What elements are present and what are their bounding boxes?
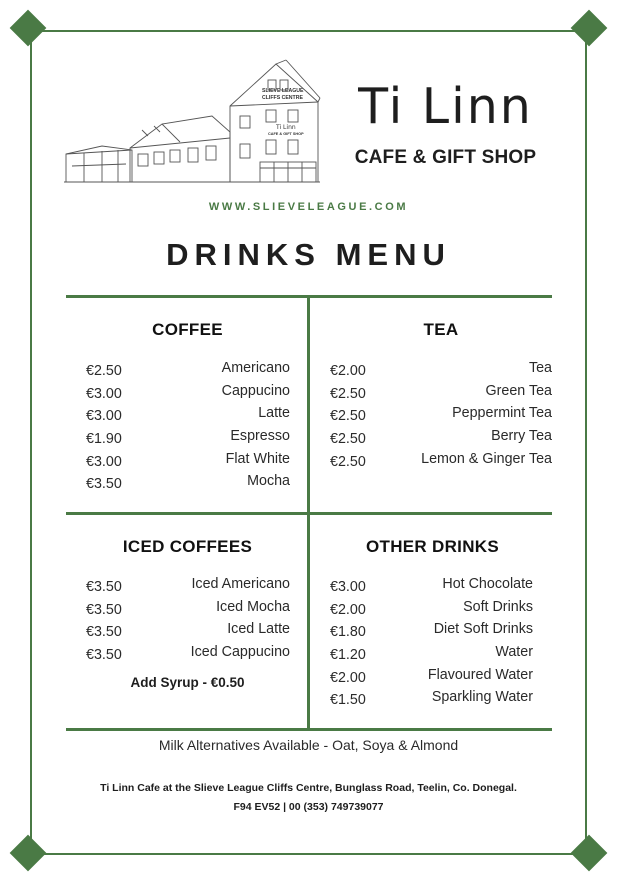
section-title-other-drinks: OTHER DRINKS — [366, 537, 499, 556]
section-title-tea: TEA — [423, 320, 459, 339]
menu-item — [330, 427, 552, 450]
item-price: €3.50 — [86, 647, 122, 664]
item-price: €2.00 — [330, 601, 366, 618]
item-name: Espresso — [230, 428, 290, 445]
item-name: Iced Americano — [191, 576, 290, 592]
section-title-coffee: COFFEE — [152, 320, 223, 339]
menu-item — [330, 382, 552, 405]
item-price: €3.50 — [86, 579, 122, 595]
iced-coffees-list — [86, 575, 290, 666]
menu-item — [330, 620, 533, 643]
tea-list — [330, 359, 552, 472]
menu-item — [330, 666, 533, 689]
syrup-note: Add Syrup - €0.50 — [130, 675, 245, 690]
item-name: Mocha — [247, 473, 290, 490]
menu-item — [86, 472, 290, 495]
item-price: €2.50 — [330, 453, 366, 470]
item-price: €3.00 — [86, 453, 122, 470]
item-price: €2.00 — [330, 363, 366, 379]
item-name: Lemon & Ginger Tea — [421, 450, 552, 467]
item-name: Flavoured Water — [427, 666, 533, 683]
item-name: Diet Soft Drinks — [433, 621, 533, 638]
menu-item — [86, 450, 290, 473]
item-name: Iced Mocha — [216, 598, 290, 615]
item-price: €2.50 — [330, 385, 366, 402]
building-sign-line2: CLIFFS CENTRE — [262, 95, 303, 101]
item-price: €2.50 — [86, 363, 122, 379]
item-price: €3.00 — [86, 408, 122, 425]
building-sign-line3: Ti Linn — [276, 124, 296, 131]
coffee-list — [86, 359, 290, 495]
menu-item — [330, 598, 533, 621]
building-sign-line4: CAFE & GIFT SHOP — [268, 132, 304, 136]
menu-item — [86, 620, 290, 643]
item-name: Green Tea — [485, 382, 552, 399]
menu-item — [86, 575, 290, 598]
item-price: €3.50 — [86, 601, 122, 618]
website-link[interactable]: WWW.SLIEVELEAGUE.COM — [208, 201, 409, 213]
item-name: Soft Drinks — [463, 598, 533, 615]
building-sign-line1: SLIEVE LEAGUE — [262, 88, 304, 94]
menu-item — [330, 643, 533, 666]
item-price: €1.20 — [330, 647, 366, 664]
item-price: €2.50 — [330, 431, 366, 448]
item-price: €3.00 — [86, 385, 122, 402]
divider-vertical — [307, 295, 310, 731]
menu-item — [330, 404, 552, 427]
item-name: Peppermint Tea — [452, 405, 552, 422]
item-name: Tea — [528, 360, 552, 376]
item-name: Latte — [258, 405, 290, 422]
menu-item — [86, 643, 290, 666]
menu-item — [86, 598, 290, 621]
menu-item — [86, 382, 290, 405]
item-price: €3.50 — [86, 476, 122, 493]
menu-item — [86, 359, 290, 382]
menu-item — [330, 688, 533, 711]
item-price: €1.80 — [330, 624, 366, 641]
section-title-iced-coffees: ICED COFFEES — [122, 537, 253, 556]
item-name: Sparkling Water — [431, 689, 533, 706]
menu-item — [330, 450, 552, 473]
address-line: Ti Linn Cafe at the Slieve League Cliffs Centre, Bunglass Road, Teelin, Co. Donegal. — [100, 782, 517, 794]
building-illustration — [62, 58, 322, 188]
item-name: Americano — [221, 360, 290, 376]
brand-subtitle: CAFE & GIFT SHOP — [354, 147, 537, 168]
item-name: Berry Tea — [491, 428, 552, 445]
item-name: Iced Cappucino — [190, 644, 290, 661]
item-price: €1.90 — [86, 431, 122, 448]
other-drinks-list — [330, 575, 533, 711]
item-price: €3.50 — [86, 624, 122, 641]
item-price: €2.00 — [330, 669, 366, 686]
menu-item — [330, 575, 533, 598]
brand-name: Ti Linn — [358, 78, 533, 135]
item-price: €2.50 — [330, 408, 366, 425]
item-name: Cappucino — [221, 382, 290, 399]
milk-alternatives-note: Milk Alternatives Available - Oat, Soya & Almond — [158, 737, 459, 753]
menu-item — [86, 404, 290, 427]
item-name: Flat White — [225, 450, 290, 467]
item-name: Iced Latte — [227, 621, 290, 638]
contact-line: F94 EV52 | 00 (353) 749739077 — [233, 801, 384, 813]
item-price: €1.50 — [330, 692, 366, 709]
menu-item — [86, 427, 290, 450]
item-price: €3.00 — [330, 579, 366, 595]
item-name: Water — [495, 644, 533, 661]
item-name: Hot Chocolate — [442, 576, 533, 592]
menu-title: DRINKS MENU — [166, 237, 451, 272]
menu-item — [330, 359, 552, 382]
